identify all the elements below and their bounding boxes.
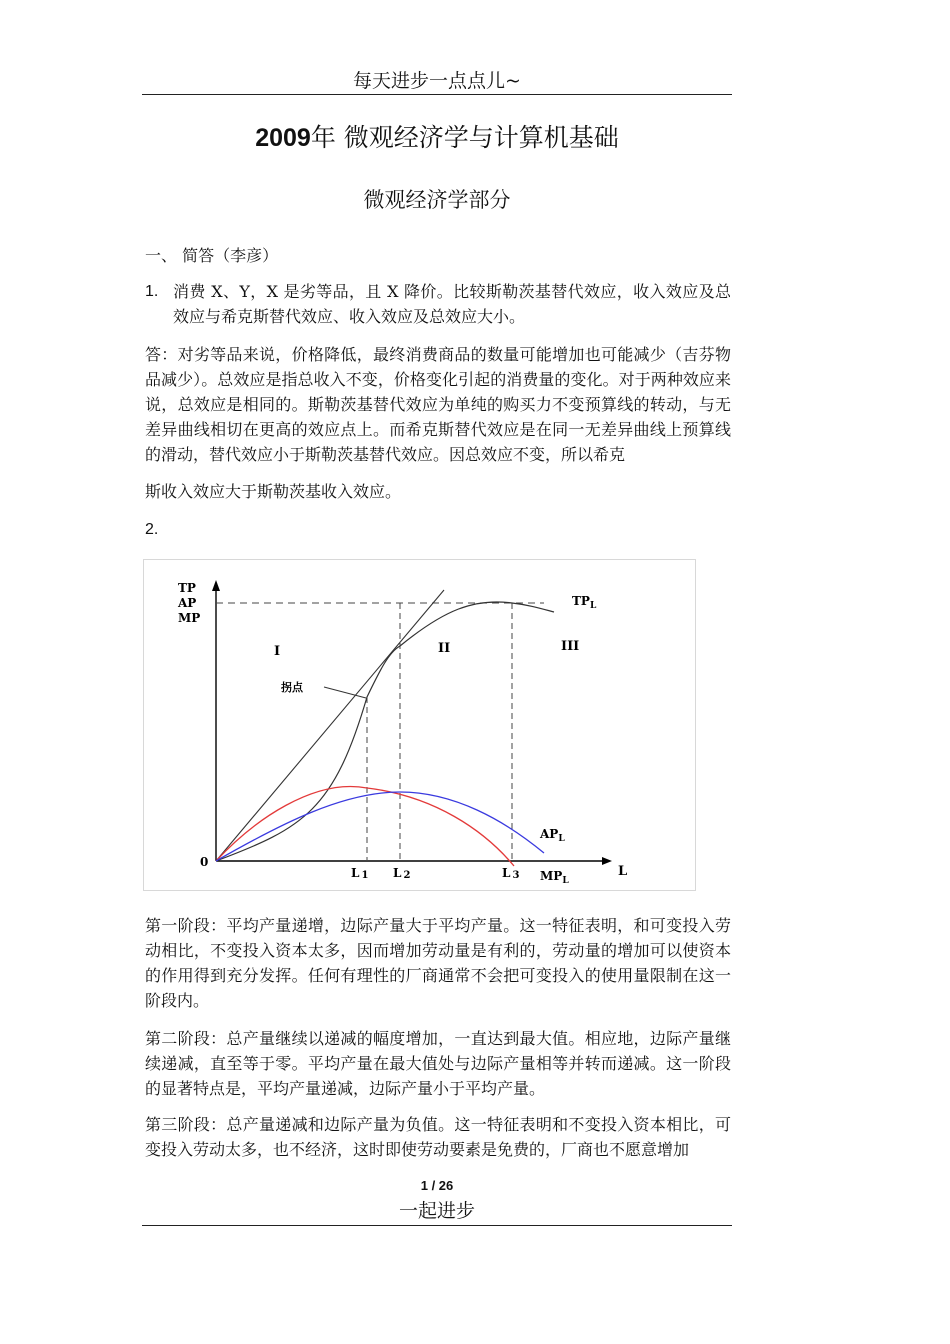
tp-curve-label [572,594,597,611]
tp-curve-label-sub: L [589,601,597,611]
y-axis-arrow [212,580,220,591]
page-footer: 一起进步 [398,1200,475,1222]
mp-curve [216,787,514,866]
answer-1: 答：对劣等品来说，价格降低，最终消费商品的数量可能增加也可能减少（吉芬物品减少）。总效应是指总收入不变，价格变化引起的消费量的变化。对于两种效应来说，总效应是相同的。斯勒茨基替代效应为单纯的购买力不变预算线的转动，与无差异曲线相切在更高的效应点上。而希克斯替代效应是在同一无差异曲线上预算线的滑动，替代效应小于斯勒茨基替代效应。因总效应不变，所以希克 [145,345,731,464]
ap-curve-label [539,827,565,844]
tp-curve [216,602,554,861]
x-axis-arrow [602,857,612,865]
question-1-text: 消费 X、Y，X 是劣等品，且 X 降价。比较斯勒茨基替代效应，收入效应及总效应与希克斯替代效应、收入效应及总效应大小。 [173,282,731,326]
production-stages-figure [143,559,696,891]
question-2-number: 2. [145,521,159,538]
inflection-pointer [324,687,366,698]
ap-curve-label-sub: L [558,834,565,844]
tp-tangent-ray [216,590,444,861]
stage-1-paragraph: 第一阶段：平均产量递增，边际产量大于平均产量。这一特征表明，和可变投入劳动相比，不变投入资本太多，因而增加劳动量是有利的，劳动量的增加可以使资本的作用得到充分发挥。任何有理性的厂商通常不会把可变投入的使用量限制在这一阶段内。 [145,916,731,1010]
question-1 [145,279,731,329]
mp-curve-label-sub: L [562,876,569,886]
ap-curve-label-main: AP [540,827,559,841]
region-label-2: II [438,641,451,656]
title-year: 2009 [255,124,311,152]
tick-label-l3: L 3 [502,866,520,881]
y-label-tp: TP [178,581,196,595]
page-title [142,118,732,154]
x-label-l: L [618,864,628,879]
question-1-number: 1. [145,283,159,300]
production-curves-diagram [144,560,695,890]
y-label-ap: AP [178,596,197,610]
page-number: 1 / 26 [420,1178,454,1193]
mp-curve-label-main: MP [540,869,563,883]
region-label-3: III [561,639,580,654]
mp-curve-label [540,869,569,886]
tp-curve-label-main: TP [572,594,590,608]
inflection-label: 拐点 [281,681,303,694]
title-text: 年 微观经济学与计算机基础 [310,123,619,152]
tick-label-l1: L 1 [351,866,369,881]
tick-label-l2: L 2 [393,866,411,881]
origin-label: 0 [200,855,209,869]
region-label-1: I [274,644,281,659]
page-header: 每天进步一点点儿~ [353,70,521,92]
y-label-mp: MP [178,611,201,625]
header-rule [142,94,732,95]
page-subtitle: 微观经济学部分 [363,188,511,212]
footer-rule [142,1225,732,1226]
stage-2-paragraph: 第二阶段：总产量继续以递减的幅度增加，一直达到最大值。相应地，边际产量继续递减，直至等于零。平均产量在最大值处与边际产量相等并转而递减。这一阶段的显著特点是，平均产量递减，边际产量小于平均产量。 [145,1029,731,1098]
stage-3-paragraph: 第三阶段：总产量递减和边际产量为负值。这一特征表明和不变投入资本相比，可变投入劳动太多，也不经济，这时即使劳动要素是免费的，厂商也不愿意增加 [145,1115,731,1159]
answer-1-last-line: 斯收入效应大于斯勒茨基收入效应。 [145,482,402,501]
section-heading: 一、 简答（李彦） [145,246,279,265]
